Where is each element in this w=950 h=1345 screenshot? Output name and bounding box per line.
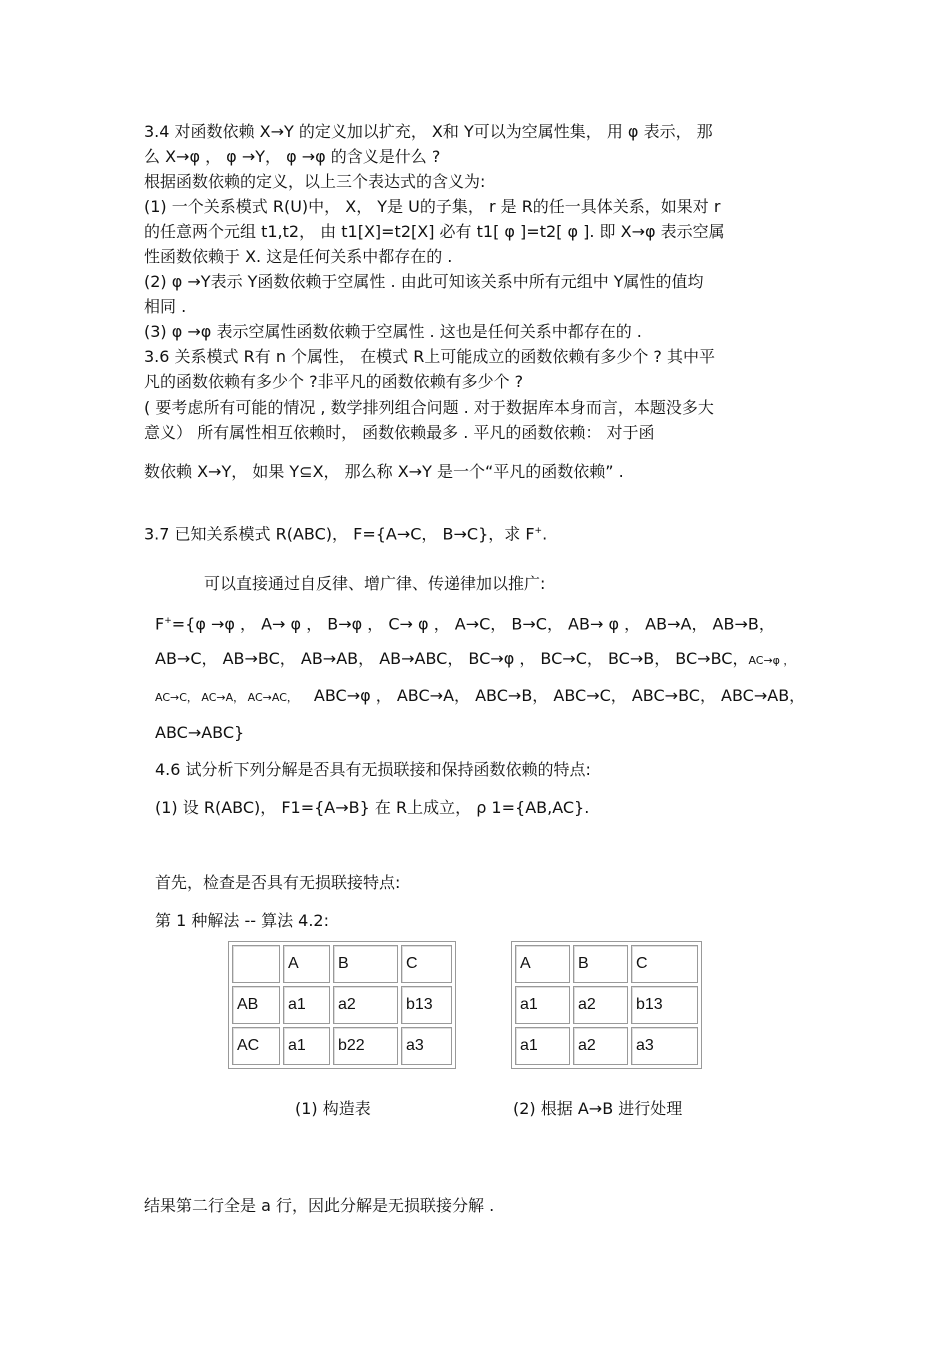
table-row bbox=[515, 945, 698, 983]
q34-line-4: (1) 一个关系模式 R(U)中， X， Y是 U的子集， r 是 R的任一具体关系，如果对 r bbox=[144, 197, 721, 216]
q36-line-3: ( 要考虑所有可能的情况 , 数学排列组合问题 . 对于数据库本身而言，本题没多大 bbox=[144, 398, 714, 417]
table-cell: C bbox=[401, 945, 452, 983]
table-cell: a2 bbox=[333, 986, 398, 1024]
table-cell: a1 bbox=[515, 1027, 570, 1065]
table-row bbox=[515, 986, 698, 1024]
f-line-3-text: ABC→φ ， ABC→A， ABC→B， ABC→C， ABC→BC， ABC→AB， bbox=[313, 686, 806, 705]
q36-line-1: 3.6 关系模式 R有 n 个属性， 在模式 R上可能成立的函数依赖有多少个 ? 其中平 bbox=[144, 347, 716, 366]
q34-line-9: (3) φ →φ 表示空属性函数依赖于空属性 . 这也是任何关系中都存在的 . bbox=[144, 322, 642, 341]
q34-line-7: (2) φ →Y表示 Y函数依赖于空属性 . 由此可知该关系中所有元组中 Y属性的值均 bbox=[144, 272, 704, 291]
q36-line-4: 意义） 所有属性相互依赖时， 函数依赖最多 . 平凡的函数依赖： 对于函 bbox=[144, 423, 655, 442]
table-row bbox=[232, 945, 452, 983]
table-cell: a3 bbox=[631, 1027, 698, 1065]
table-cell bbox=[232, 945, 280, 983]
table-cell: b22 bbox=[333, 1027, 398, 1065]
q34-line-2: 么 X→φ ， φ →Y， φ →φ 的含义是什么 ? bbox=[144, 147, 441, 166]
table-cell: b13 bbox=[401, 986, 452, 1024]
q37-closure-line-4: ABC→ABC} bbox=[155, 723, 245, 742]
q46-title: 4.6 试分析下列分解是否具有无损联接和保持函数依赖的特点: bbox=[155, 760, 591, 779]
f-label: F bbox=[155, 614, 165, 634]
f-line-1-text: ={φ →φ ， A→ φ ， B→φ ， C→ φ ， A→C， B→C， AB→ φ ， AB→A， AB→B， bbox=[171, 614, 775, 634]
construct-table-caption: (1) 构造表 bbox=[295, 1099, 371, 1118]
q34-line-6: 性函数依赖于 X. 这是任何关系中都存在的 . bbox=[144, 247, 453, 266]
construct-table bbox=[228, 941, 456, 1069]
q37-closure-line-2 bbox=[155, 648, 794, 672]
table-cell: a2 bbox=[573, 986, 628, 1024]
q46-sub: (1) 设 R(ABC)， F1={A→B} 在 R上成立， ρ 1={AB,AC}. bbox=[155, 798, 590, 817]
processed-table bbox=[511, 941, 702, 1069]
q37-title-end: . bbox=[542, 524, 548, 544]
table-cell: A bbox=[283, 945, 330, 983]
f-line-2-small: AC→φ ， bbox=[748, 654, 795, 667]
q34-line-5: 的任意两个元组 t1,t2， 由 t1[X]=t2[X] 必有 t1[ φ ]=t2[ φ ]. 即 X→φ 表示空属 bbox=[144, 222, 725, 241]
f-line-2-text: AB→C， AB→BC， AB→AB， AB→ABC， BC→φ ， BC→C， BC→B， BC→BC， bbox=[155, 649, 749, 668]
table-row bbox=[515, 1027, 698, 1065]
q37-intro: 可以直接通过自反律、增广律、传递律加以推广: bbox=[204, 574, 546, 593]
table-cell: B bbox=[333, 945, 398, 983]
q34-line-3: 根据函数依赖的定义，以上三个表达式的含义为: bbox=[144, 172, 486, 191]
table-cell: C bbox=[631, 945, 698, 983]
table-cell: a1 bbox=[283, 1027, 330, 1065]
q37-closure-line-1 bbox=[155, 610, 775, 635]
q36-line-5: 数依赖 X→Y， 如果 Y⊆X， 那么称 X→Y 是一个“平凡的函数依赖” . bbox=[144, 462, 624, 481]
q37-closure-line-3 bbox=[155, 685, 805, 709]
table-cell: a3 bbox=[401, 1027, 452, 1065]
q34-line-1: 3.4 对函数依赖 X→Y 的定义加以扩充， X和 Y可以为空属性集， 用 φ 表示， 那 bbox=[144, 122, 713, 141]
processed-table-caption: (2) 根据 A→B 进行处理 bbox=[513, 1099, 683, 1118]
result-text: 结果第二行全是 a 行，因此分解是无损联接分解 . bbox=[144, 1196, 495, 1215]
table-cell: A bbox=[515, 945, 570, 983]
table-cell: B bbox=[573, 945, 628, 983]
q46-method: 第 1 种解法 -- 算法 4.2: bbox=[155, 911, 329, 930]
q37-title bbox=[144, 520, 547, 545]
table-cell: a2 bbox=[573, 1027, 628, 1065]
q34-line-8: 相同 . bbox=[144, 297, 187, 316]
q46-first: 首先，检查是否具有无损联接特点: bbox=[155, 873, 401, 892]
table-cell: AB bbox=[232, 986, 280, 1024]
table-row bbox=[232, 1027, 452, 1065]
f-label-sup: + bbox=[164, 616, 172, 626]
table-cell: a1 bbox=[283, 986, 330, 1024]
table-cell: AC bbox=[232, 1027, 280, 1065]
table-cell: a1 bbox=[515, 986, 570, 1024]
f-line-3-small: AC→C， AC→A， AC→AC， bbox=[155, 691, 298, 704]
table-row bbox=[232, 986, 452, 1024]
q36-line-2: 凡的函数依赖有多少个 ?非平凡的函数依赖有多少个 ? bbox=[144, 372, 524, 391]
table-cell: b13 bbox=[631, 986, 698, 1024]
q37-title-sup: + bbox=[534, 526, 543, 536]
q37-title-text: 3.7 已知关系模式 R(ABC)， F={A→C， B→C}，求 F bbox=[144, 524, 535, 544]
